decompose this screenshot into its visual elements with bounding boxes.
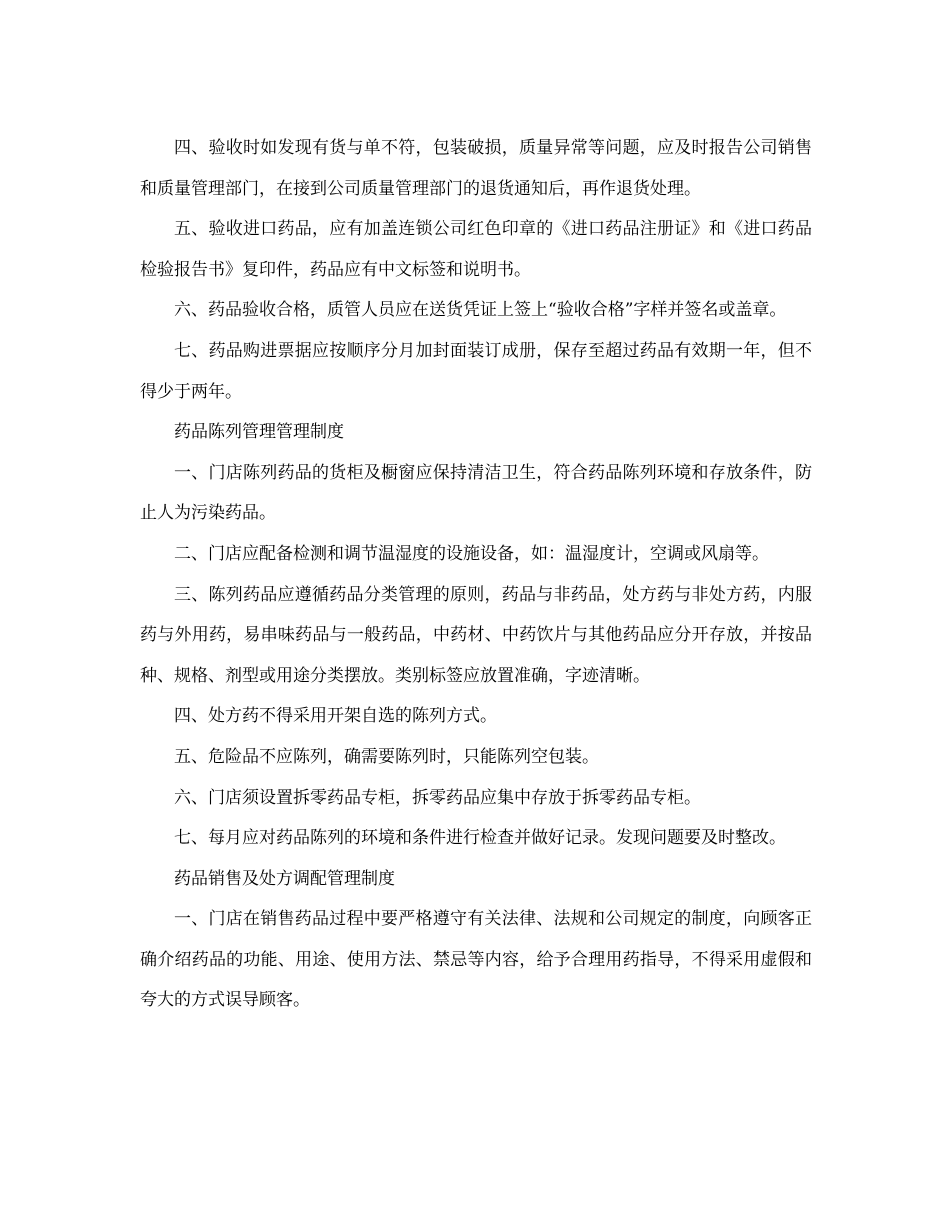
- paragraph-display-6: 六、门店须设置拆零药品专柜，拆零药品应集中存放于拆零药品专柜。: [174, 787, 701, 808]
- paragraph-display-2: 二、门店应配备检测和调节温湿度的设施设备，如：温湿度计，空调或风扇等。: [174, 543, 769, 564]
- section-heading-display: 药品陈列管理管理制度: [174, 422, 344, 443]
- paragraph-display-3: 三、陈列药品应遵循药品分类管理的原则，药品与非药品，处方药与非处方药，内服药与外用药，易串味药品与一般药品，中药材、中药饮片与其他药品应分开存放，并按品种、规格、剂型或用途分类摆放。类别标签应放置准确，字迹清晰。: [140, 584, 812, 686]
- section-heading-sales: 药品销售及处方调配管理制度: [174, 868, 395, 889]
- paragraph-acceptance-4: 四、验收时如发现有货与单不符，包装破损，质量异常等问题，应及时报告公司销售和质量管理部门，在接到公司质量管理部门的退货通知后，再作退货处理。: [140, 138, 812, 199]
- paragraph-acceptance-7: 七、药品购进票据应按顺序分月加封面装订成册，保存至超过药品有效期一年，但不得少于两年。: [140, 340, 812, 402]
- paragraph-display-7: 七、每月应对药品陈列的环境和条件进行检查并做好记录。发现问题要及时整改。: [174, 828, 786, 849]
- paragraph-display-5: 五、危险品不应陈列，确需要陈列时，只能陈列空包装。: [174, 746, 599, 767]
- paragraph-acceptance-6: 六、药品验收合格，质管人员应在送货凭证上签上“验收合格”字样并签名或盖章。: [174, 300, 787, 321]
- document-body: [140, 128, 812, 1021]
- paragraph-display-4: 四、处方药不得采用开架自选的陈列方式。: [174, 706, 497, 727]
- paragraph-sales-1: 一、门店在销售药品过程中要严格遵守有关法律、法规和公司规定的制度，向顾客正确介绍药品的功能、用途、使用方法、禁忌等内容，给予合理用药指导，不得采用虚假和夸大的方式误导顾客。: [140, 909, 812, 1011]
- paragraph-display-1: 一、门店陈列药品的货柜及橱窗应保持清洁卫生，符合药品陈列环境和存放条件，防止人为污染药品。: [140, 462, 812, 524]
- paragraph-acceptance-5: 五、验收进口药品，应有加盖连锁公司红色印章的《进口药品注册证》和《进口药品检验报告书》复印件，药品应有中文标签和说明书。: [140, 219, 812, 280]
